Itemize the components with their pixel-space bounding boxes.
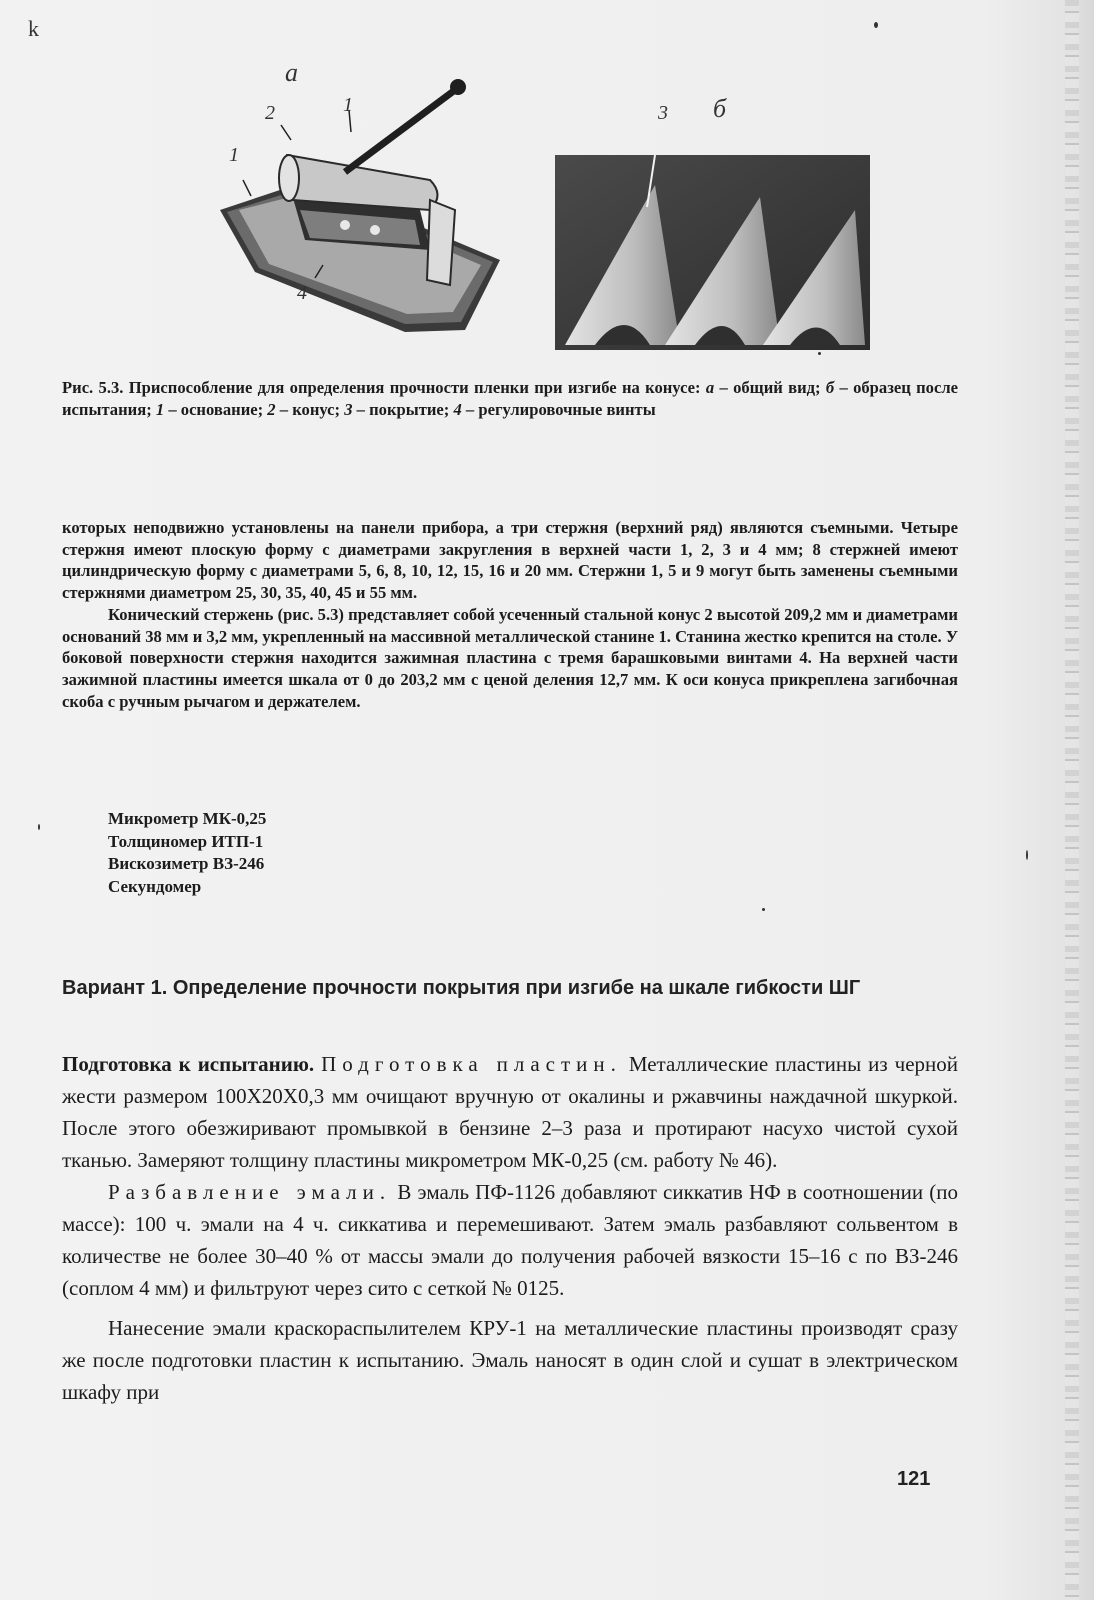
procedure-text [62,1048,958,1408]
caption-text-2: – конус; [275,400,345,419]
prep-body: Металлические пластины из черной жести размером 100Х20Х0,3 мм очищают вручную от окалины и ржавчины наждачной шкуркой. После этого обезжиривают промывкой в бензине 2–3 раза и протирают насухо чистой сухой тканью. Замеряют толщину пластины микрометром МК-0,25 (см. работу № 46). [62,1052,959,1172]
caption-text-4: – регулировочные винты [461,400,656,419]
scan-speck [874,22,878,28]
dilution-body: В эмаль ПФ-1126 добавляют сиккатив НФ в соотношении (по массе): 100 ч. эмали на 4 ч. сиккатива и перемешивают. Затем эмаль разбавляют сольвентом в количестве не более 30–40 % от массы эмали до получения рабочей вязкости 15–16 с по ВЗ-246 (соплом 4 мм) и фильтруют через сито с сеткой № 0125. [62,1180,958,1300]
prep-subtitle: Подготовка пластин. [321,1052,622,1076]
dilution-subtitle: Разбавление эмали. [108,1180,392,1204]
equipment-list [108,808,266,898]
caption-text-1: – основание; [164,400,268,419]
corner-mark: k [28,16,39,41]
caption-letter-a: а [705,378,715,397]
caption-text-3: – покрытие; [352,400,454,419]
caption-letter-b: б [825,378,835,397]
callout-1-top: 1 [343,94,353,116]
scan-speck [762,908,765,911]
section-heading: Вариант 1. Определение прочности покрытия при изгибе на шкале гибкости ШГ [62,977,861,999]
page-binding-edge [1065,0,1079,1600]
scan-speck [38,824,40,830]
figure-a-device-illustration [215,60,515,360]
caption-num-2: 2 [267,400,276,419]
figure-label-b: б [713,94,727,123]
caption-num-1: 1 [155,400,165,419]
figure-b-tested-sample-photo [555,155,870,350]
caption-prefix: Рис. 5.3. Приспособление для определения прочности пленки при изгибе на конусе: [62,378,701,397]
equipment-item: Вискозиметр ВЗ-246 [108,854,265,873]
callout-4: 4 [297,282,307,304]
equipment-item: Микрометр МК-0,25 [108,809,267,828]
caption-num-3: 3 [344,400,353,419]
prep-title: Подготовка к испытанию. [62,1052,315,1076]
paragraph-dilution [62,1176,958,1304]
equipment-item: Секундомер [108,876,202,896]
paragraph-rods: которых неподвижно установлены на панели прибора, а три стержня (верхний ряд) являются съемными. Четыре стержня имеют плоскую форму с диаметрами закругления в верхней части 1, 2, 3 и 4 мм; 8 стержней имеют цилиндрическую форму с диаметрами 5, 6, 8, 10, 12, 15, 16 и 20 мм. Стержни 1, 5 и 9 могут быть заменены съемными стержнями диаметром 25, 30, 35, 40, 45 и 55 мм. [62,518,958,603]
paragraph-conical-rod: Конический стержень (рис. 5.3) представляет собой усеченный стальной конус 2 высотой 209,2 мм и диаметрами оснований 38 мм и 3,2 мм, укрепленный на массивной металлической станине 1. Станина жестко крепится на столе. У боковой поверхности стержня находится зажимная пластина с тремя барашковыми винтами 4. На верхней части зажимной пластины имеется шкала от 0 до 203,2 мм с ценой деления 12,7 мм. К оси конуса прикреплена загибочная скоба с ручным рычагом и держателем. [62,604,958,711]
equipment-item: Толщиномер ИТП-1 [108,831,264,851]
figure-label-a: а [285,58,298,87]
scan-speck [1026,850,1028,860]
caption-text-b: – образец после испытания; [62,378,958,419]
apparatus-description [62,517,958,712]
figure-caption [62,377,958,421]
caption-text-a: – общий вид; [714,378,826,397]
figure-5-3 [215,60,875,370]
callout-2: 2 [265,102,275,124]
scan-speck [818,352,821,355]
callout-3: 3 [658,102,668,124]
paragraph-application: Нанесение эмали краскораспылителем КРУ-1 на металлические пластины производят сразу же после подготовки пластин к испытанию. Эмаль наносят в один слой и сушат в электрическом шкафу при [62,1316,958,1404]
page-number: 121 [897,1468,931,1490]
callout-1-left: 1 [229,144,239,166]
caption-num-4: 4 [453,400,462,419]
paragraph-preparation [62,1048,958,1176]
